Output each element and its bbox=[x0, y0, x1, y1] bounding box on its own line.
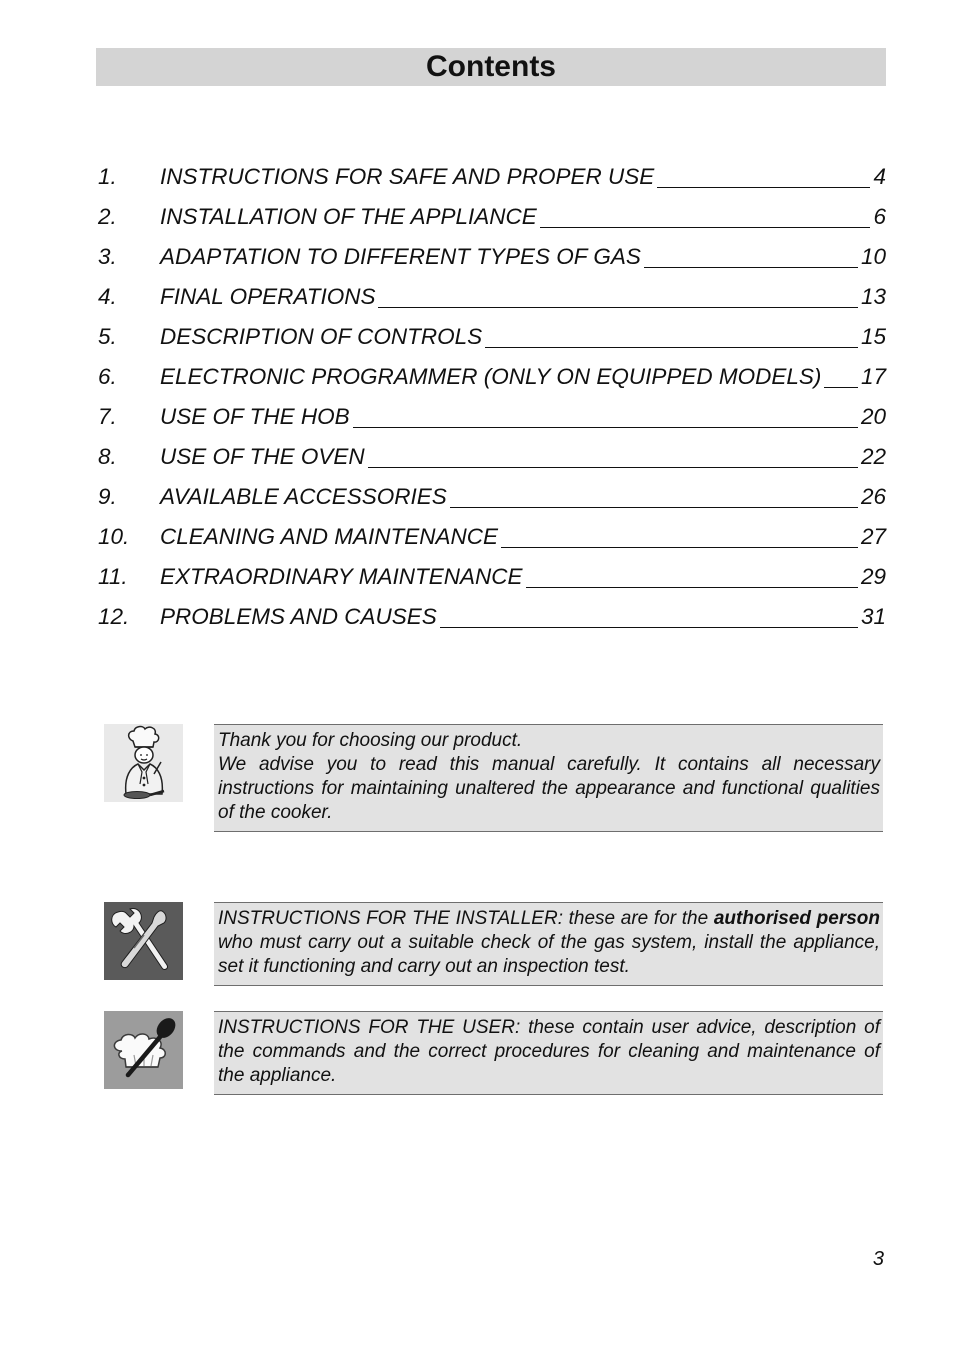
toc-entry-number: 9. bbox=[98, 484, 117, 509]
page-title: Contents bbox=[96, 48, 886, 86]
toc-entry-page: 13 bbox=[860, 284, 886, 309]
tools-icon bbox=[104, 902, 183, 980]
toc-entry-number: 2. bbox=[98, 204, 117, 229]
toc-entry-page: 27 bbox=[860, 524, 886, 549]
toc-entry-10[interactable] bbox=[98, 517, 886, 557]
toc-leader-line bbox=[378, 307, 858, 308]
toc-entry-page: 17 bbox=[860, 364, 886, 389]
advice-text: We advise you to read this manual carefully. It contains all necessary instructions for maintaining unaltered the appearance and functional qualities of the cooker. bbox=[218, 754, 880, 823]
toc-entry-number: 10. bbox=[98, 524, 130, 549]
toc-leader-line bbox=[440, 627, 858, 628]
table-of-contents bbox=[98, 157, 886, 637]
toc-entry-title: CLEANING AND MAINTENANCE bbox=[160, 524, 498, 549]
spoon-icon bbox=[104, 1011, 183, 1089]
toc-entry-number: 3. bbox=[98, 244, 117, 269]
toc-entry-number: 5. bbox=[98, 324, 117, 349]
toc-entry-title: USE OF THE HOB bbox=[160, 404, 350, 429]
toc-entry-page: 4 bbox=[873, 164, 886, 189]
page-number: 3 bbox=[872, 1248, 884, 1270]
toc-entry-page: 26 bbox=[860, 484, 886, 509]
toc-entry-page: 10 bbox=[860, 244, 886, 269]
toc-leader-line bbox=[644, 267, 858, 268]
toc-entry-3[interactable] bbox=[98, 237, 886, 277]
installer-note-emphasis: authorised person bbox=[713, 908, 881, 929]
toc-leader-line bbox=[501, 547, 858, 548]
toc-entry-number: 8. bbox=[98, 444, 117, 469]
toc-entry-number: 11. bbox=[98, 564, 128, 589]
toc-entry-1[interactable] bbox=[98, 157, 886, 197]
toc-entry-page: 15 bbox=[860, 324, 886, 349]
toc-entry-number: 6. bbox=[98, 364, 117, 389]
toc-entry-title: DESCRIPTION OF CONTROLS bbox=[160, 324, 483, 349]
toc-entry-title: FINAL OPERATIONS bbox=[160, 284, 376, 309]
toc-entry-4[interactable] bbox=[98, 277, 886, 317]
toc-entry-page: 6 bbox=[873, 204, 886, 229]
toc-entry-title: INSTALLATION OF THE APPLIANCE bbox=[160, 204, 537, 229]
toc-leader-line bbox=[485, 347, 858, 348]
toc-entry-2[interactable] bbox=[98, 197, 886, 237]
toc-entry-page: 22 bbox=[860, 444, 886, 469]
toc-entry-9[interactable] bbox=[98, 477, 886, 517]
toc-entry-title: PROBLEMS AND CAUSES bbox=[160, 604, 437, 629]
toc-leader-line bbox=[368, 467, 858, 468]
toc-entry-page: 31 bbox=[860, 604, 886, 629]
toc-entry-5[interactable] bbox=[98, 317, 886, 357]
installer-note-text: INSTRUCTIONS FOR THE INSTALLER: these are for the bbox=[218, 908, 714, 929]
toc-leader-line bbox=[824, 387, 858, 388]
toc-entry-title: EXTRAORDINARY MAINTENANCE bbox=[160, 564, 523, 589]
thank-you-line: Thank you for choosing our product. bbox=[218, 730, 523, 751]
toc-entry-11[interactable] bbox=[98, 557, 886, 597]
installer-note-text-continued: who must carry out a suitable check of the gas system, install the appliance, set it functioning and carry out an inspection test. bbox=[218, 932, 880, 977]
toc-entry-7[interactable] bbox=[98, 397, 886, 437]
toc-leader-line bbox=[526, 587, 858, 588]
toc-entry-number: 4. bbox=[98, 284, 117, 309]
toc-entry-6[interactable] bbox=[98, 357, 886, 397]
toc-entry-title: INSTRUCTIONS FOR SAFE AND PROPER USE bbox=[160, 164, 655, 189]
user-note-text: INSTRUCTIONS FOR THE USER: these contain user advice, description of the commands and the correct procedures for cleaning and maintenance of the appliance. bbox=[218, 1017, 880, 1086]
toc-leader-line bbox=[657, 187, 870, 188]
toc-leader-line bbox=[540, 227, 871, 228]
toc-entry-title: AVAILABLE ACCESSORIES bbox=[160, 484, 447, 509]
user-note bbox=[214, 1011, 883, 1095]
toc-entry-title: USE OF THE OVEN bbox=[160, 444, 365, 469]
thank-you-note bbox=[214, 724, 883, 832]
toc-entry-title: ELECTRONIC PROGRAMMER (ONLY ON EQUIPPED MODELS) bbox=[160, 364, 822, 389]
toc-leader-line bbox=[450, 507, 858, 508]
toc-entry-12[interactable] bbox=[98, 597, 886, 637]
toc-entry-number: 7. bbox=[98, 404, 117, 429]
installer-note bbox=[214, 902, 883, 986]
toc-entry-8[interactable] bbox=[98, 437, 886, 477]
chef-icon bbox=[104, 724, 183, 802]
toc-entry-number: 12. bbox=[98, 604, 130, 629]
toc-entry-page: 20 bbox=[860, 404, 886, 429]
toc-leader-line bbox=[353, 427, 858, 428]
toc-entry-page: 29 bbox=[860, 564, 886, 589]
toc-entry-title: ADAPTATION TO DIFFERENT TYPES OF GAS bbox=[160, 244, 641, 269]
toc-entry-number: 1. bbox=[98, 164, 117, 189]
